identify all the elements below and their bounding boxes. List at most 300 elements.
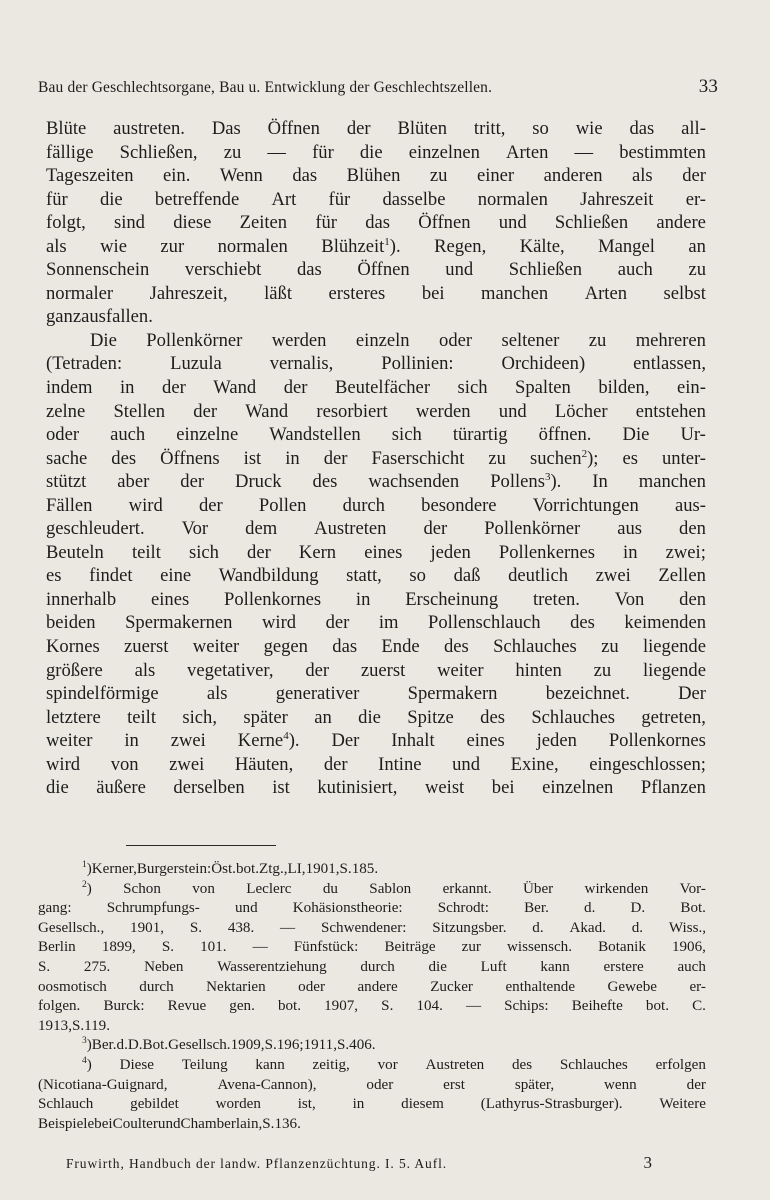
word: er-: [689, 978, 706, 995]
footnote-marker: 2: [82, 879, 87, 890]
word: Pollens$^3$).: [490, 471, 562, 493]
word: Öffnen: [267, 118, 320, 139]
word: werden: [271, 329, 327, 351]
word: der: [323, 753, 348, 775]
word: Stellen: [113, 400, 166, 422]
word: Coulter: [112, 1115, 158, 1132]
word: oder: [439, 329, 473, 351]
word: für: [328, 188, 351, 210]
word: in: [352, 1096, 365, 1113]
word: ist,: [297, 1096, 316, 1113]
word: jeden: [536, 730, 577, 752]
word: Revue: [167, 998, 207, 1015]
word: In: [592, 471, 608, 493]
word: Art: [271, 188, 297, 210]
word: keimenden: [624, 612, 706, 634]
word: Pollenkornes: [608, 730, 706, 752]
word: Öst.: [211, 861, 236, 877]
word: fällige: [46, 141, 94, 163]
word: 1906,: [671, 939, 706, 956]
word: Pollenkörner: [146, 329, 243, 351]
word: Über: [523, 880, 554, 897]
word: läßt: [264, 282, 292, 304]
word: —: [574, 141, 594, 163]
word: Arten: [506, 141, 549, 163]
word: ist: [243, 447, 262, 469]
word: zwei;: [665, 541, 706, 563]
word: Luft: [480, 958, 507, 975]
word: verschiebt: [184, 259, 262, 281]
page-footer: [66, 1153, 652, 1173]
word: Schon: [123, 880, 161, 897]
word: erfolgen: [655, 1056, 706, 1073]
word: sich: [457, 377, 488, 399]
footnote-line: [38, 958, 706, 978]
word: Das: [211, 118, 241, 139]
word: Spermakernen: [125, 612, 233, 634]
word: Spermakern: [407, 683, 498, 705]
word: Exine,: [510, 753, 559, 775]
word: S.: [262, 1115, 275, 1132]
body-line: [46, 352, 706, 376]
word: gebildet: [130, 1096, 179, 1113]
word: der: [247, 541, 271, 563]
word: (Nicotiana-Guignard,: [38, 1076, 168, 1093]
word: auch: [617, 259, 653, 281]
word: der: [180, 471, 205, 493]
word: Neben: [144, 958, 184, 975]
word: wird: [261, 612, 297, 634]
word: die: [46, 777, 69, 799]
word: Ur-: [680, 424, 706, 446]
word: es: [46, 565, 62, 587]
word: Vor: [181, 518, 209, 540]
word: auch: [677, 958, 706, 975]
word: d.: [631, 919, 644, 936]
word: d.: [116, 1037, 128, 1054]
word: hinten: [515, 659, 562, 681]
word: wenn: [604, 1076, 637, 1093]
word: Schlauches: [493, 636, 577, 658]
word: 101.: [200, 939, 227, 956]
word: er-: [685, 188, 706, 210]
body-line: [46, 211, 706, 235]
word: den: [679, 518, 706, 540]
word: jeden: [430, 541, 471, 563]
word: 1899,: [101, 939, 136, 956]
word: durch: [342, 494, 385, 516]
word: Tageszeiten: [46, 165, 134, 187]
footnote-line: [38, 1115, 706, 1135]
word: durch: [360, 958, 395, 975]
word: zu: [488, 447, 506, 469]
word: einzeln: [355, 329, 410, 351]
word: erst: [443, 1076, 465, 1093]
word: Wiss.,: [668, 919, 706, 936]
word: bot.: [277, 998, 302, 1015]
word: Kornes: [46, 636, 100, 658]
word: dasselbe: [382, 188, 446, 210]
word: Schließen: [508, 259, 583, 281]
word: und: [157, 1115, 181, 1132]
word: Zucker: [430, 978, 473, 995]
body-line: [46, 494, 706, 518]
word: D.: [630, 900, 646, 917]
word: dem: [245, 518, 278, 540]
word: Öffnen: [357, 259, 410, 281]
word: die: [99, 188, 123, 210]
footnote-line: [38, 1095, 706, 1115]
word: —: [280, 919, 296, 936]
word: der: [423, 518, 448, 540]
word: als: [134, 659, 156, 681]
word: auch: [110, 424, 146, 446]
word: S.: [189, 919, 202, 936]
word: größere: [46, 659, 103, 681]
word: S.: [381, 998, 394, 1015]
footnote-line: [38, 978, 706, 998]
word: $^4$): [82, 1055, 92, 1073]
word: $^2$): [82, 879, 92, 897]
word: 1901,: [305, 861, 340, 877]
word: Der: [331, 730, 360, 752]
word: getreten,: [641, 706, 706, 728]
word: Spalten: [515, 377, 571, 399]
word: in: [124, 730, 139, 752]
word: zuerst: [124, 636, 169, 658]
word: 119.: [84, 1017, 110, 1034]
body-line: [46, 258, 706, 282]
word: Zeiten: [239, 212, 288, 234]
word: —: [252, 939, 268, 956]
word: die: [359, 141, 383, 163]
footer-citation: Fruwirth, Handbuch der landw. Pflanzenzüchtung. I. 5. Aufl.: [66, 1156, 448, 1171]
word: Ber.: [91, 1037, 117, 1054]
word: zu: [429, 165, 448, 187]
word: eines: [364, 541, 403, 563]
word: sich: [391, 424, 422, 446]
word: vernalis,: [269, 353, 334, 375]
word: in: [120, 377, 135, 399]
word: für: [46, 188, 68, 210]
word: 275.: [83, 958, 111, 975]
body-line: [46, 517, 706, 541]
word: Schließen: [554, 212, 629, 234]
word: folgt,: [46, 212, 86, 234]
word: später: [243, 706, 288, 728]
signature-mark: 3: [643, 1153, 652, 1172]
word: einer: [476, 165, 515, 187]
word: vor: [377, 1056, 398, 1073]
word: Vor-: [679, 880, 706, 897]
word: Fällen: [46, 494, 93, 516]
word: einzelnen: [408, 141, 480, 163]
word: erkannt.: [442, 880, 492, 897]
word: sich,: [182, 706, 218, 728]
word: Wenn: [219, 165, 263, 187]
body-line: [46, 564, 706, 588]
word: Beiträge: [384, 939, 436, 956]
word: bei: [491, 777, 515, 799]
word: Luzula: [170, 353, 222, 375]
word: gen.: [229, 998, 255, 1015]
word: Nektarien: [206, 978, 266, 995]
body-line: [46, 235, 706, 259]
word: der: [305, 659, 330, 681]
word: bezeichnet.: [545, 683, 630, 705]
word: all-: [681, 118, 706, 139]
body-line: [46, 776, 706, 800]
word: Kerner,: [91, 861, 137, 877]
word: kutinisiert,: [317, 777, 398, 799]
body-line: [46, 682, 706, 706]
word: Mangel: [598, 235, 655, 257]
word: 1913,: [38, 1017, 72, 1034]
footnote-line: [38, 1017, 706, 1037]
word: Chamberlain,: [180, 1115, 263, 1132]
word: es: [622, 447, 638, 469]
word: Öffnen: [418, 212, 471, 234]
word: sind: [113, 212, 145, 234]
word: resorbiert: [316, 400, 388, 422]
word: Fünfstück:: [293, 939, 359, 956]
word: Erscheinung: [405, 588, 499, 610]
word: aus: [617, 518, 643, 540]
word: eines: [466, 730, 505, 752]
footnote-line: [38, 1036, 706, 1056]
word: oder: [298, 978, 325, 995]
footnote-marker: 1: [82, 860, 87, 870]
word: Ber.: [524, 900, 549, 917]
footnote-marker: 4: [283, 730, 289, 743]
word: werden: [415, 400, 471, 422]
word: Zellen: [658, 565, 706, 587]
footnote-marker: 3: [544, 471, 551, 484]
body-line: [46, 423, 706, 447]
word: normalen: [477, 188, 548, 210]
word: das: [332, 636, 358, 658]
word: der: [325, 612, 350, 634]
word: zu: [601, 636, 619, 658]
word: Inhalt: [391, 730, 435, 752]
word: in: [623, 541, 638, 563]
body-line: [46, 188, 706, 212]
word: des: [443, 636, 469, 658]
word: Bot.: [142, 1037, 169, 1054]
word: Regen,: [434, 235, 487, 257]
word: S.: [71, 1017, 85, 1034]
word: Spitze: [407, 706, 454, 728]
word: Burgerstein:: [136, 861, 212, 877]
word: LI,: [287, 861, 306, 877]
word: 1911,: [303, 1037, 337, 1054]
word: Beispiele: [38, 1115, 95, 1132]
word: Pollenkörner: [484, 518, 581, 540]
word: zwei: [170, 730, 206, 752]
word: Intine: [378, 753, 422, 775]
word: wird: [128, 494, 163, 516]
word: Öffnens: [160, 447, 220, 469]
word: von: [192, 880, 215, 897]
word: Schrodt:: [437, 900, 489, 917]
word: 438.: [227, 919, 255, 936]
footnote-line: [38, 1056, 706, 1076]
word: bot.: [645, 998, 669, 1015]
footnote-line: [38, 1076, 706, 1096]
word: normalen: [217, 235, 288, 257]
word: suchen$^2$);: [529, 447, 599, 469]
footnote-marker: 1: [384, 235, 390, 248]
word: in: [285, 447, 300, 469]
word: Wand: [245, 400, 289, 422]
body-line: [46, 729, 706, 753]
word: Sablon: [369, 880, 412, 897]
word: zelne: [46, 400, 86, 422]
word: Jahreszeit,: [149, 282, 228, 304]
word: und: [452, 753, 481, 775]
word: bilden,: [598, 377, 650, 399]
word: erstere: [603, 958, 644, 975]
word: folgen.: [38, 998, 81, 1015]
body-line: [46, 400, 706, 424]
word: ist: [272, 777, 290, 799]
word: Austreten: [314, 518, 387, 540]
word: des: [312, 471, 338, 493]
body-text: [46, 117, 706, 800]
word: eingeschlossen;: [589, 753, 706, 775]
word: D.: [127, 1037, 143, 1054]
word: Häuten,: [234, 753, 294, 775]
word: Ende: [381, 636, 420, 658]
word: Beihefte: [571, 998, 623, 1015]
word: öffnen.: [538, 424, 592, 446]
word: kann: [540, 958, 570, 975]
word: du: [322, 880, 338, 897]
word: Pollen: [258, 494, 307, 516]
word: innerhalb: [46, 588, 117, 610]
word: normaler: [46, 282, 114, 304]
body-line: [46, 635, 706, 659]
word: Berlin: [38, 939, 76, 956]
word: der: [193, 400, 218, 422]
word: wachsenden: [368, 471, 460, 493]
word: Wandbildung: [218, 565, 319, 587]
word: S.: [161, 939, 175, 956]
word: liegende: [642, 659, 706, 681]
word: ein-: [677, 377, 706, 399]
word: so: [532, 118, 549, 139]
word: Die: [622, 424, 650, 446]
word: Pollenkornes: [224, 588, 322, 610]
word: so: [409, 565, 426, 587]
word: S.: [339, 861, 352, 877]
word: Blüten: [397, 118, 448, 139]
word: manchen: [481, 282, 549, 304]
word: für: [315, 212, 337, 234]
word: Arten: [584, 282, 628, 304]
word: indem: [46, 377, 93, 399]
word: diesem: [401, 1096, 444, 1113]
word: die: [428, 958, 447, 975]
word: weiter: [46, 730, 93, 752]
word: aber: [117, 471, 150, 493]
body-line: [46, 282, 706, 306]
word: 1907,: [324, 998, 359, 1015]
word: Schwendener:: [320, 919, 407, 936]
word: bot.: [235, 861, 260, 877]
word: Schlauches: [531, 706, 615, 728]
word: enthaltende: [505, 978, 576, 995]
word: und: [498, 212, 527, 234]
word: Kälte,: [519, 235, 565, 257]
word: des: [111, 447, 137, 469]
word: Austreten: [425, 1056, 485, 1073]
word: der: [346, 118, 371, 139]
word: letztere: [46, 706, 101, 728]
word: zur: [160, 235, 185, 257]
word: des: [480, 706, 505, 728]
word: zeitig,: [312, 1056, 350, 1073]
word: bei: [421, 282, 445, 304]
footnote-line: [38, 997, 706, 1017]
word: seltener: [501, 329, 560, 351]
word: 1909,: [230, 1037, 265, 1054]
word: Vorrichtungen: [532, 494, 639, 516]
word: diese: [173, 212, 212, 234]
word: bestimmten: [619, 141, 706, 163]
word: anderen: [543, 165, 603, 187]
word: die: [358, 706, 381, 728]
word: teilt: [131, 541, 161, 563]
word: der: [162, 377, 186, 399]
word: das: [292, 165, 318, 187]
word: als: [46, 235, 67, 257]
word: Schlauches: [559, 1056, 628, 1073]
word: deutlich: [508, 565, 569, 587]
word: Leclerc: [246, 880, 292, 897]
word: 185.: [351, 861, 379, 877]
word: zwei: [169, 753, 205, 775]
word: Von: [614, 588, 645, 610]
word: zu: [223, 141, 242, 163]
word: Pflanzen: [640, 777, 706, 799]
word: S.: [38, 958, 51, 975]
word: das: [365, 212, 390, 234]
word: (Tetraden:: [46, 353, 123, 375]
word: zwei: [595, 565, 631, 587]
word: an: [688, 235, 706, 257]
word: Ztg.,: [259, 861, 288, 877]
body-line: [46, 659, 706, 683]
word: das: [629, 118, 655, 139]
word: eines: [151, 588, 190, 610]
word: Blühen: [346, 165, 401, 187]
word: zur: [461, 939, 481, 956]
word: beiden: [46, 612, 96, 634]
word: für: [312, 141, 334, 163]
word: S.: [264, 1037, 277, 1054]
word: generativer: [275, 683, 360, 705]
body-line: [46, 470, 706, 494]
word: Wandstellen: [269, 424, 361, 446]
word: den: [679, 588, 706, 610]
word: weiter: [192, 636, 240, 658]
word: $^3$): [82, 1036, 92, 1054]
word: $^1$): [82, 860, 92, 877]
word: findet: [89, 565, 133, 587]
word: Sonnenschein: [46, 259, 150, 281]
footnote-line: [38, 899, 706, 919]
